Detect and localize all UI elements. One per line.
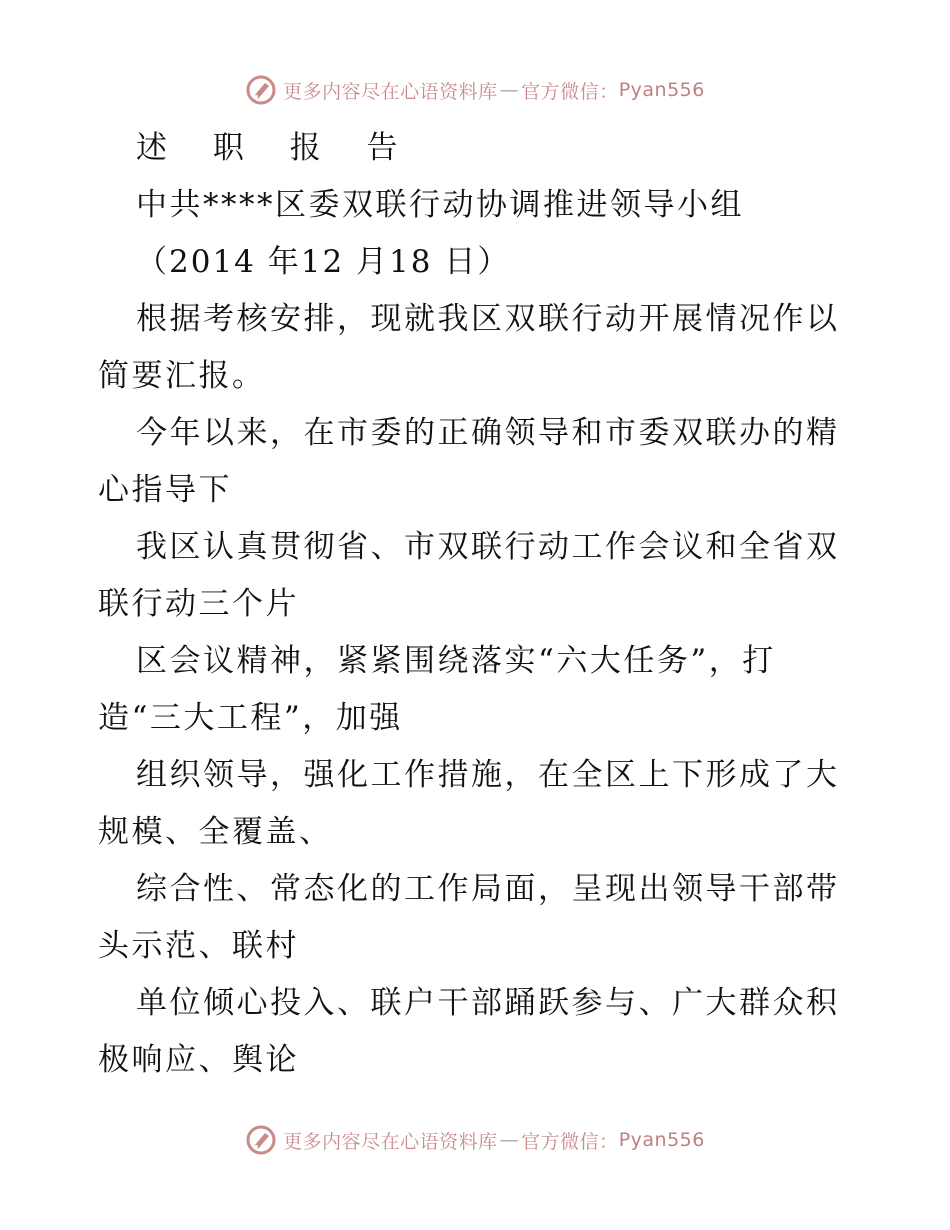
watermark-header [0, 70, 950, 110]
watermark-label: 官方微信： [521, 1130, 619, 1153]
paragraph-line: 综合性、常态化的工作局面，呈现出领导干部带 [136, 871, 840, 907]
watermark-main-text: 更多内容尽在心语资料库 [283, 1130, 498, 1153]
watermark-handle: Pyan556 [618, 1129, 705, 1151]
watermark-separator: — [499, 1129, 520, 1151]
watermark-footer [0, 1120, 950, 1160]
paragraph-line: 心指导下 [98, 472, 232, 508]
document-body [98, 120, 858, 1089]
paragraph-line: 区会议精神，紧紧围绕落实“六大任务”，打 [136, 643, 776, 679]
paragraph-line: 造“三大工程”，加强 [98, 700, 403, 736]
paragraph-line: 今年以来，在市委的正确领导和市委双联办的精 [136, 415, 840, 451]
document-title: 述 职 报 告 [136, 130, 416, 166]
pen-logo-icon [245, 1124, 277, 1156]
document-issuer: 中共****区委双联行动协调推进领导小组 [136, 187, 744, 223]
paragraph-line: 单位倾心投入、联户干部踊跃参与、广大群众积 [136, 985, 840, 1021]
paragraph-line: 头示范、联村 [98, 928, 299, 964]
watermark-separator: — [499, 79, 520, 101]
pen-logo-icon [245, 74, 277, 106]
document-date: （2014 年12 月18 日） [136, 244, 511, 280]
paragraph-line: 联行动三个片 [98, 586, 299, 622]
watermark-handle: Pyan556 [618, 79, 705, 101]
paragraph-line: 我区认真贯彻省、市双联行动工作会议和全省双 [136, 529, 840, 565]
paragraph-line: 简要汇报。 [98, 358, 266, 394]
watermark-label: 官方微信： [521, 80, 619, 103]
paragraph-line: 极响应、舆论 [98, 1042, 299, 1078]
paragraph-line: 组织领导，强化工作措施，在全区上下形成了大 [136, 757, 840, 793]
watermark-main-text: 更多内容尽在心语资料库 [283, 80, 498, 103]
paragraph-line: 根据考核安排，现就我区双联行动开展情况作以 [136, 301, 840, 337]
paragraph-line: 规模、全覆盖、 [98, 814, 333, 850]
